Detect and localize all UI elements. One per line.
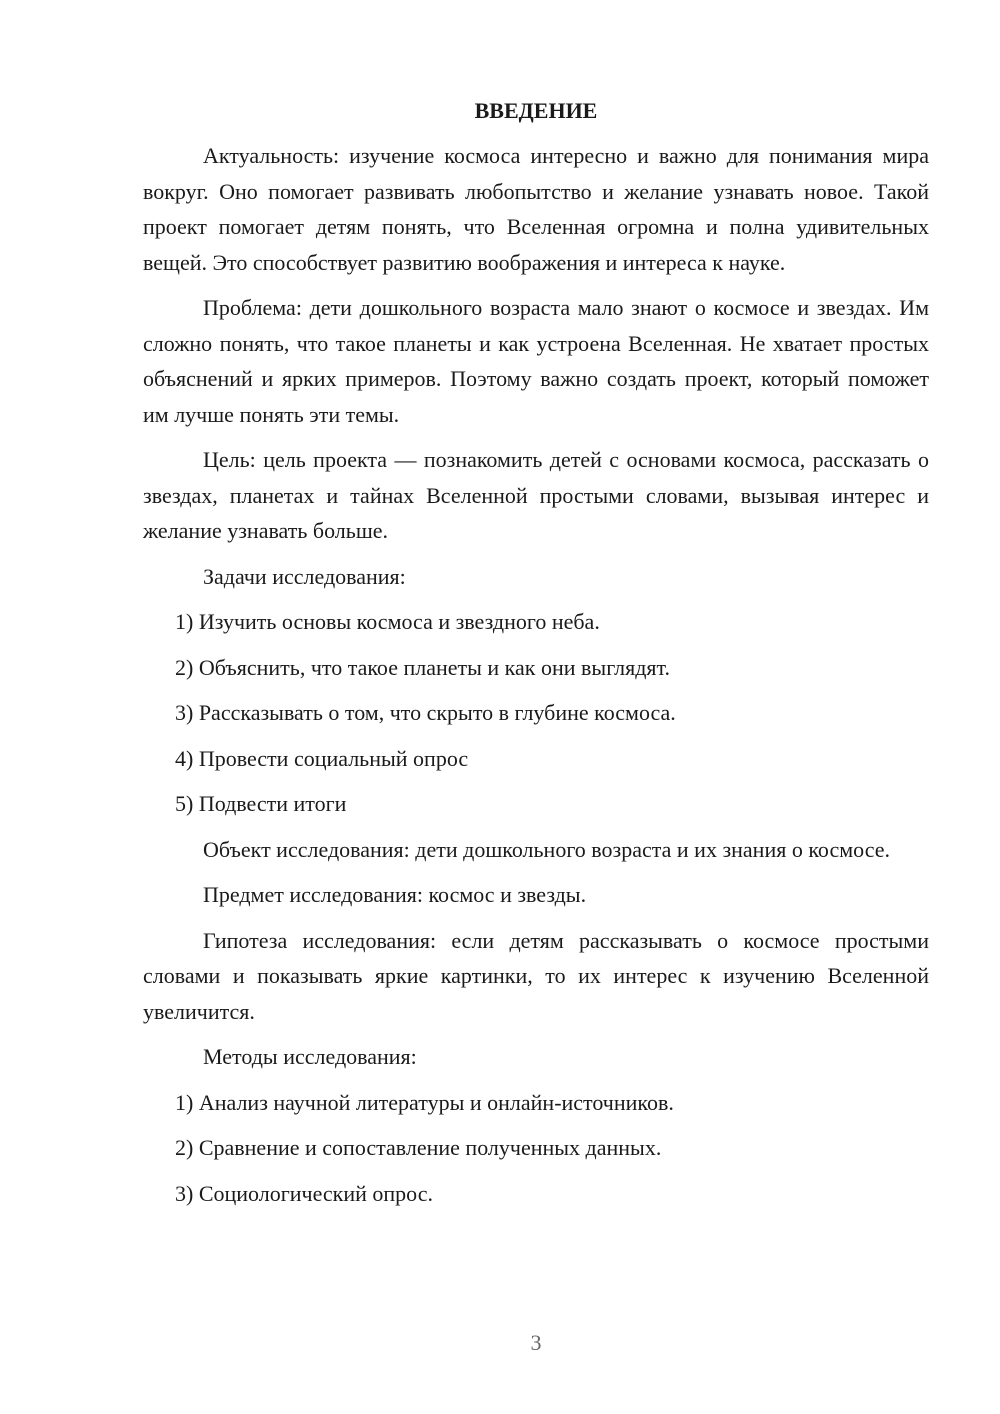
tasks-list [143,604,929,822]
hypothesis-paragraph: Гипотеза исследования: если детям рассказывать о космосе простыми словами и показывать яркие картинки, то их интерес к изучению Вселенной увеличится. [143,927,929,1024]
list-item: 5) Подвести итоги [175,791,347,816]
section-heading: ВВЕДЕНИЕ [474,98,598,123]
list-item: 2) Объяснить, что такое планеты и как они выглядят. [175,654,670,680]
object-paragraph: Объект исследования: дети дошкольного возраста и их знания о космосе. [203,836,890,862]
list-item: 2) Сравнение и сопоставление полученных данных. [175,1135,662,1160]
problem-paragraph: Проблема: дети дошкольного возраста мало знают о космосе и звездах. Им сложно понять, что такое планеты и как устроена Вселенная. Не хватает простых объяснений и ярких примеров. Поэтому важно создать проект, который поможет им лучше понять эти темы. [143,295,929,427]
list-item: 3) Рассказывать о том, что скрыто в глубине космоса. [175,700,676,725]
list-item: 1) Анализ научной литературы и онлайн-источников. [175,1089,674,1115]
list-item: 3) Социологический опрос. [175,1180,433,1206]
methods-list [143,1085,929,1212]
page-number: 3 [530,1330,542,1355]
tasks-label: Задачи исследования: [203,563,406,589]
document-page [143,96,929,1221]
methods-label: Методы исследования: [203,1044,417,1069]
list-item: 4) Провести социальный опрос [175,745,469,771]
subject-paragraph: Предмет исследования: космос и звезды. [203,882,587,907]
list-item: 1) Изучить основы космоса и звездного неба. [175,609,600,634]
relevance-paragraph: Актуальность: изучение космоса интересно и важно для понимания мира вокруг. Оно помогает развивать любопытство и желание узнавать новое. Такой проект помогает детям понять, что Вселенная огромна и полна удивительных вещей. Это способствует развитию воображения и интереса к науке. [143,143,929,275]
goal-paragraph: Цель: цель проекта — познакомить детей с основами космоса, рассказать о звездах, планетах и тайнах Вселенной простыми словами, вызывая интерес и желание узнавать больше. [143,447,929,543]
